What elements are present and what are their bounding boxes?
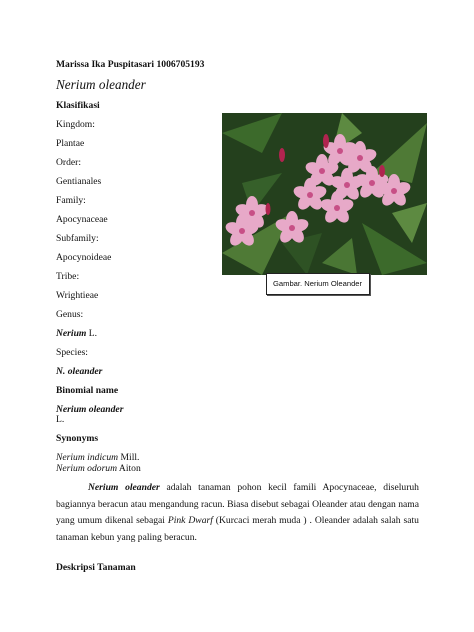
subfamily-label: Subfamily: [56,233,99,244]
family-label: Family: [56,195,86,206]
kingdom-label: Kingdom: [56,119,95,130]
genus-value [56,328,97,339]
paragraph-text-1: adalah tanaman pohon kecil famili Apocynaceae, diseluruh bagiannya beracun atau mengandung racun. Biasa disebut sebagai Oleander atau dengan nama yang umum dikenal sebagai [56,482,419,527]
intro-paragraph [56,480,419,546]
section-heading: Deskripsi Tanaman [56,562,136,573]
kingdom-value: Plantae [56,138,85,149]
paragraph-italic-term: Pink Dwarf [167,515,213,527]
synonym-item [56,463,141,474]
species-value: N. oleander [56,366,103,377]
synonym-author: Aiton [117,463,141,474]
family-value: Apocynaceae [56,214,108,225]
binomial-heading: Binomial name [56,385,119,396]
tribe-label: Tribe: [56,271,80,282]
paragraph-lead-term: Nerium oleander [88,482,160,493]
order-label: Order: [56,157,82,168]
tribe-value: Wrightieae [56,290,99,301]
order-value: Gentianales [56,176,102,187]
author-line: Marissa Ika Puspitasari 1006705193 [56,59,205,70]
synonym-name: Nerium odorum [56,463,118,474]
classification-heading: Klasifikasi [56,100,100,111]
species-label: Species: [56,347,88,358]
binomial-author: L. [56,414,65,425]
synonym-item [56,452,139,463]
genus-name: Nerium [56,328,87,339]
synonyms-heading: Synonyms [56,433,99,444]
page-title: Nerium oleander [56,77,146,92]
oleander-flower-photo-icon [222,113,427,275]
synonym-name: Nerium indicum [56,452,119,463]
genus-author: L. [86,328,98,339]
figure-caption: Gambar. Nerium Oleander [273,279,363,288]
oleander-photo [222,113,427,275]
genus-label: Genus: [56,309,84,320]
subfamily-value: Apocynoideae [56,252,112,263]
synonym-author: Mill. [118,452,140,463]
paragraph-text-2: (Kurcaci merah muda ) . Oleander adalah salah satu tanaman kebun yang paling beracun. [56,515,419,543]
binomial-name: Nerium oleander [56,404,124,415]
figure-caption-box [266,273,370,295]
